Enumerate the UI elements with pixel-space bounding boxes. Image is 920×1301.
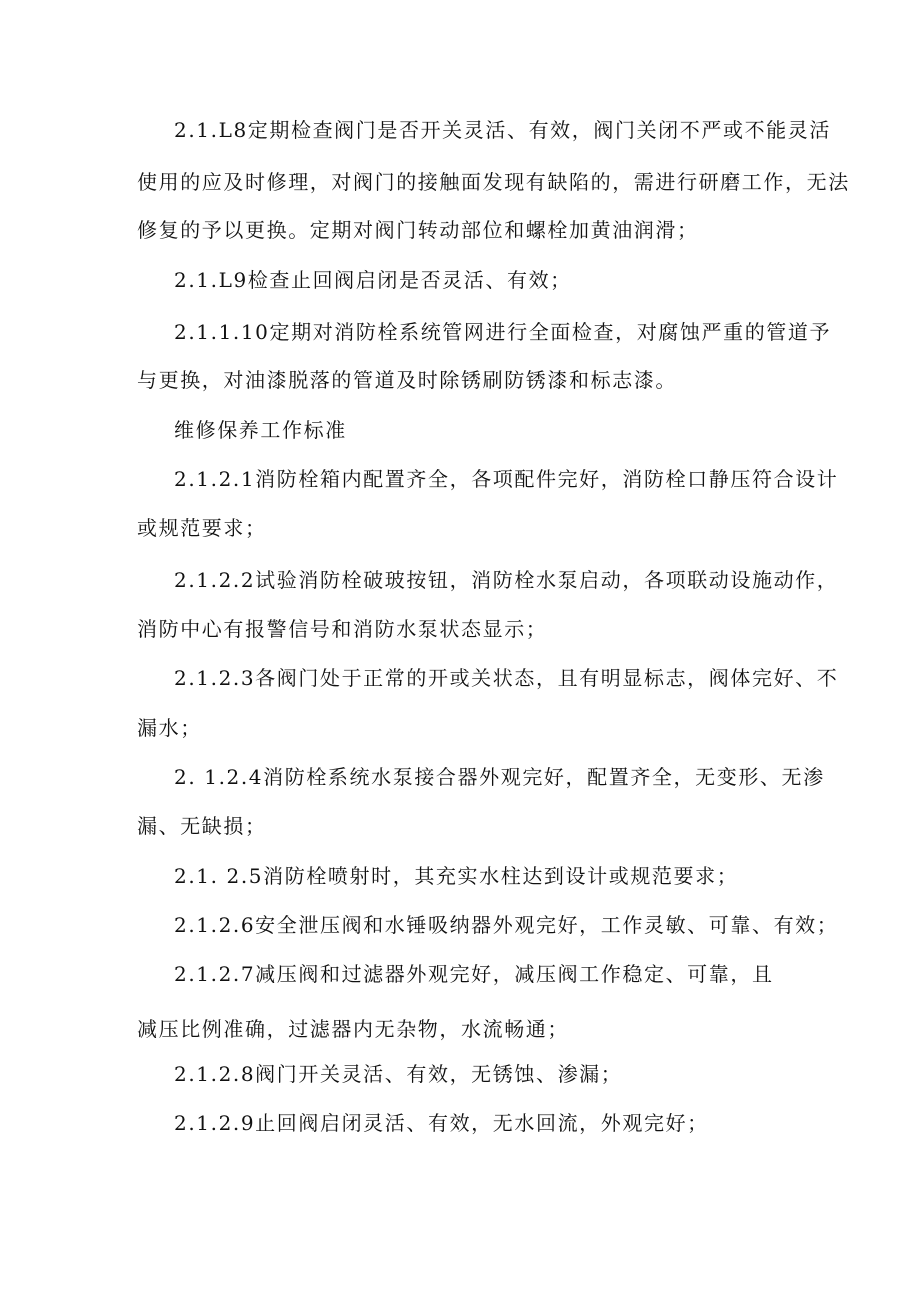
paragraph-line: 2.1.2.3各阀门处于正常的开或关状态，且有明显标志，阀体完好、不 — [174, 666, 839, 690]
paragraph-line: 2.1.L8定期检查阀门是否开关灵活、有效，阀门关闭不严或不能灵活 — [174, 118, 831, 142]
paragraph-line: 2.1.L9检查止回阀启闭是否灵活、有效； — [174, 268, 572, 292]
paragraph-line: 2.1.2.9止回阀启闭灵活、有效，无水回流，外观完好； — [174, 1111, 709, 1135]
paragraph-line: 漏、无缺损； — [137, 814, 267, 838]
paragraph-line: 2.1.2.2试验消防栓破玻按钮，消防栓水泵启动，各项联动设施动作， — [174, 568, 839, 592]
paragraph-line: 2.1. 2.5消防栓喷射时，其充实水柱达到设计或规范要求； — [174, 864, 739, 888]
paragraph-line: 与更换，对油漆脱落的管道及时除锈刷防锈漆和标志漆。 — [137, 368, 677, 392]
paragraph-line: 漏水； — [137, 716, 202, 740]
paragraph-line: 2.1.1.10定期对消防栓系统管网进行全面检查，对腐蚀严重的管道予 — [174, 320, 832, 344]
section-heading: 维修保养工作标准 — [174, 418, 347, 442]
paragraph-line: 2.1.2.7减压阀和过滤器外观完好，减压阀工作稳定、可靠，且 — [174, 962, 774, 986]
paragraph-line: 2.1.2.6安全泄压阀和水锤吸纳器外观完好，工作灵敏、可靠、有效； — [174, 913, 839, 937]
paragraph-line: 消防中心有报警信号和消防水泵状态显示； — [137, 617, 548, 641]
paragraph-line: 修复的予以更换。定期对阀门转动部位和螺栓加黄油润滑； — [137, 218, 699, 242]
paragraph-line: 2. 1.2.4消防栓系统水泵接合器外观完好，配置齐全，无变形、无渗 — [174, 765, 825, 789]
paragraph-line: 减压比例准确，过滤器内无杂物，水流畅通； — [137, 1017, 569, 1041]
paragraph-line: 2.1.2.1消防栓箱内配置齐全，各项配件完好，消防栓口静压符合设计 — [174, 467, 839, 491]
paragraph-line: 使用的应及时修理，对阀门的接触面发现有缺陷的，需进行研磨工作，无法 — [137, 170, 850, 194]
paragraph-line: 2.1.2.8阀门开关灵活、有效，无锈蚀、渗漏； — [174, 1062, 623, 1086]
paragraph-line: 或规范要求； — [137, 516, 267, 540]
